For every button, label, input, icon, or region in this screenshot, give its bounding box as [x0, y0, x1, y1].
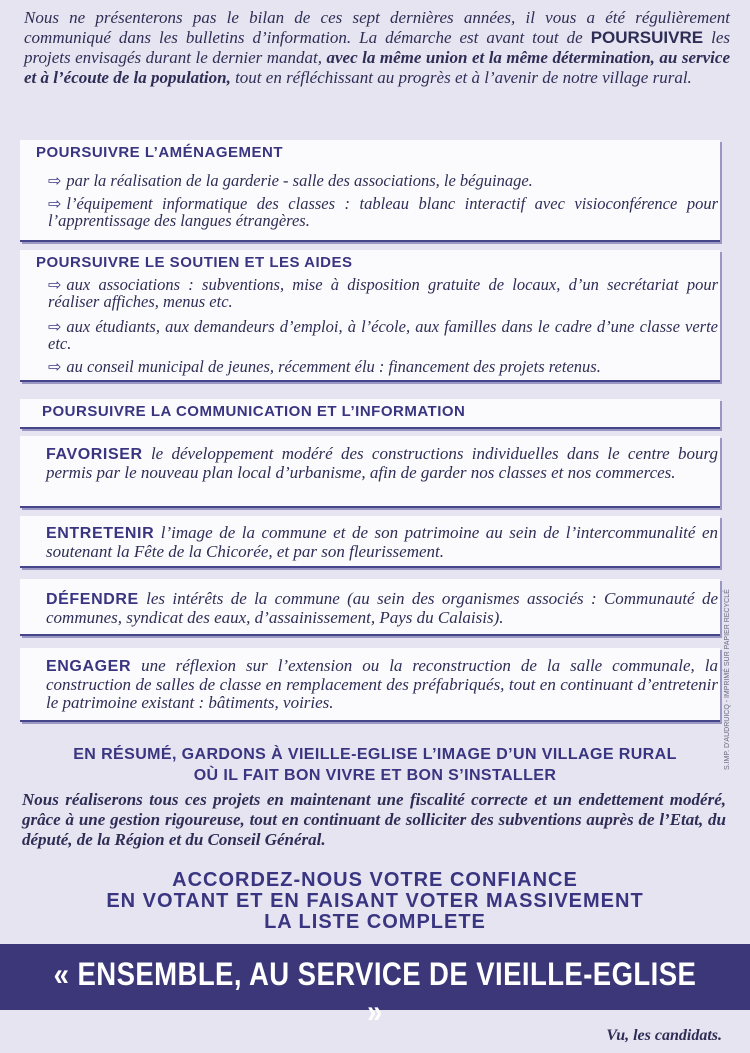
favoriser-keyword: FAVORISER	[46, 446, 143, 463]
engager-keyword: ENGAGER	[46, 658, 132, 675]
closing-paragraph: Nous réaliserons tous ces projets en maintenant une fiscalité correcte et un endettement modéré, grâce à une gestion rigoureuse, tout en continuant de solliciter des subventions auprès de l’Etat, du député, de la Région et du Conseil Général.	[22, 790, 726, 849]
amenagement-title: POURSUIVRE L’AMÉNAGEMENT	[36, 144, 284, 161]
defendre-paragraph	[46, 590, 718, 627]
soutien-item-3-text: au conseil municipal de jeunes, récemment élu : financement des projets retenus.	[66, 357, 601, 376]
summary-line-1: EN RÉSUMÉ, GARDONS À VIEILLE-EGLISE L’IMAGE D’UN VILLAGE RURAL	[73, 746, 677, 763]
appeal-line-3: LA LISTE COMPLETE	[264, 911, 486, 933]
list-name-banner	[0, 944, 750, 1029]
summary-line-2: OÙ IL FAIT BON VIVRE ET BON S’INSTALLER	[193, 767, 557, 784]
printer-imprint: S.IMP. D'AUDRUICQ - IMPRIMÉ SUR PAPIER RECYCLÉ	[724, 589, 731, 770]
soutien-box	[20, 250, 720, 382]
soutien-title: POURSUIVRE LE SOUTIEN ET LES AIDES	[36, 254, 353, 271]
intro-emphasis: avec la même union et la même détermination, au service et à l’écoute de la population,	[24, 48, 730, 87]
arrow-icon: ⇨	[48, 317, 62, 336]
communication-title-box	[20, 399, 720, 429]
favoriser-text: le développement modéré des constructions individuelles dans le centre bourg permis par le nouveau plan local d’urbanisme, afin de garder nos classes et nos commerces.	[46, 444, 718, 482]
intro-text-3: tout en réfléchissant au progrès et à l’avenir de notre village rural.	[230, 68, 692, 87]
defendre-text: les intérêts de la commune (au sein des organismes associés : Communauté de communes, syndicat des eaux, d’assainissement, Pays du Calaisis).	[46, 589, 718, 627]
engager-box	[20, 648, 720, 722]
entretenir-keyword: ENTRETENIR	[46, 525, 155, 542]
communication-title: POURSUIVRE LA COMMUNICATION ET L’INFORMATION	[42, 403, 466, 420]
signature-line: Vu, les candidats.	[606, 1027, 722, 1044]
amenagement-item-1	[48, 172, 718, 189]
intro-paragraph	[24, 8, 730, 88]
arrow-icon: ⇨	[48, 194, 62, 213]
intro-keyword: POURSUIVRE	[590, 28, 704, 47]
amenagement-item-2-text: l’équipement informatique des classes : tableau blanc interactif avec visioconférence pour l’apprentissage des langues étrangères.	[48, 194, 718, 230]
appeal-line-1: ACCORDEZ-NOUS VOTRE CONFIANCE	[172, 869, 578, 891]
appeal-line-2: EN VOTANT ET EN FAISANT VOTER MASSIVEMENT	[106, 890, 644, 912]
intro-text-1: Nous ne présenterons pas le bilan de ces sept dernières années, il vous a été régulièrement communiqué dans les bulletins d’information. La démarche est avant tout de	[24, 8, 730, 47]
favoriser-box	[20, 436, 720, 508]
favoriser-paragraph	[46, 445, 718, 482]
intro-text-2: les projets envisagés durant le dernier mandat,	[24, 28, 730, 67]
entretenir-paragraph	[46, 524, 718, 561]
arrow-icon: ⇨	[48, 275, 62, 294]
entretenir-text: l’image de la commune et de son patrimoine au sein de l’intercommunalité en soutenant la Fête de la Chicorée, et par son fleurissement.	[46, 523, 718, 561]
engager-paragraph	[46, 657, 718, 712]
arrow-icon: ⇨	[48, 357, 62, 376]
amenagement-item-1-text: par la réalisation de la garderie - salle des associations, le béguinage.	[66, 171, 533, 190]
soutien-item-2	[48, 318, 718, 352]
summary-heading	[0, 744, 750, 786]
list-name-text: « ENSEMBLE, AU SERVICE DE VIEILLE-EGLISE »	[53, 956, 697, 1029]
soutien-item-1-text: aux associations : subventions, mise à disposition gratuite de locaux, d’un secrétariat pour réaliser affiches, menus etc.	[48, 275, 718, 311]
amenagement-item-2	[48, 195, 718, 229]
soutien-item-3	[48, 358, 718, 375]
defendre-box	[20, 579, 720, 636]
soutien-item-1	[48, 276, 718, 310]
entretenir-box	[20, 516, 720, 568]
soutien-item-2-text: aux étudiants, aux demandeurs d’emploi, à l’école, aux familles dans le cadre d’une classe verte etc.	[48, 317, 718, 353]
arrow-icon: ⇨	[48, 171, 62, 190]
engager-text: une réflexion sur l’extension ou la reconstruction de la salle communale, la construction de salles de classe en remplacement des préfabriqués, tout en continuant d’entretenir le patrimoine existant : bâtiments, voiries.	[46, 656, 718, 712]
amenagement-box	[20, 140, 720, 242]
voting-appeal	[0, 870, 750, 933]
defendre-keyword: DÉFENDRE	[46, 591, 139, 608]
